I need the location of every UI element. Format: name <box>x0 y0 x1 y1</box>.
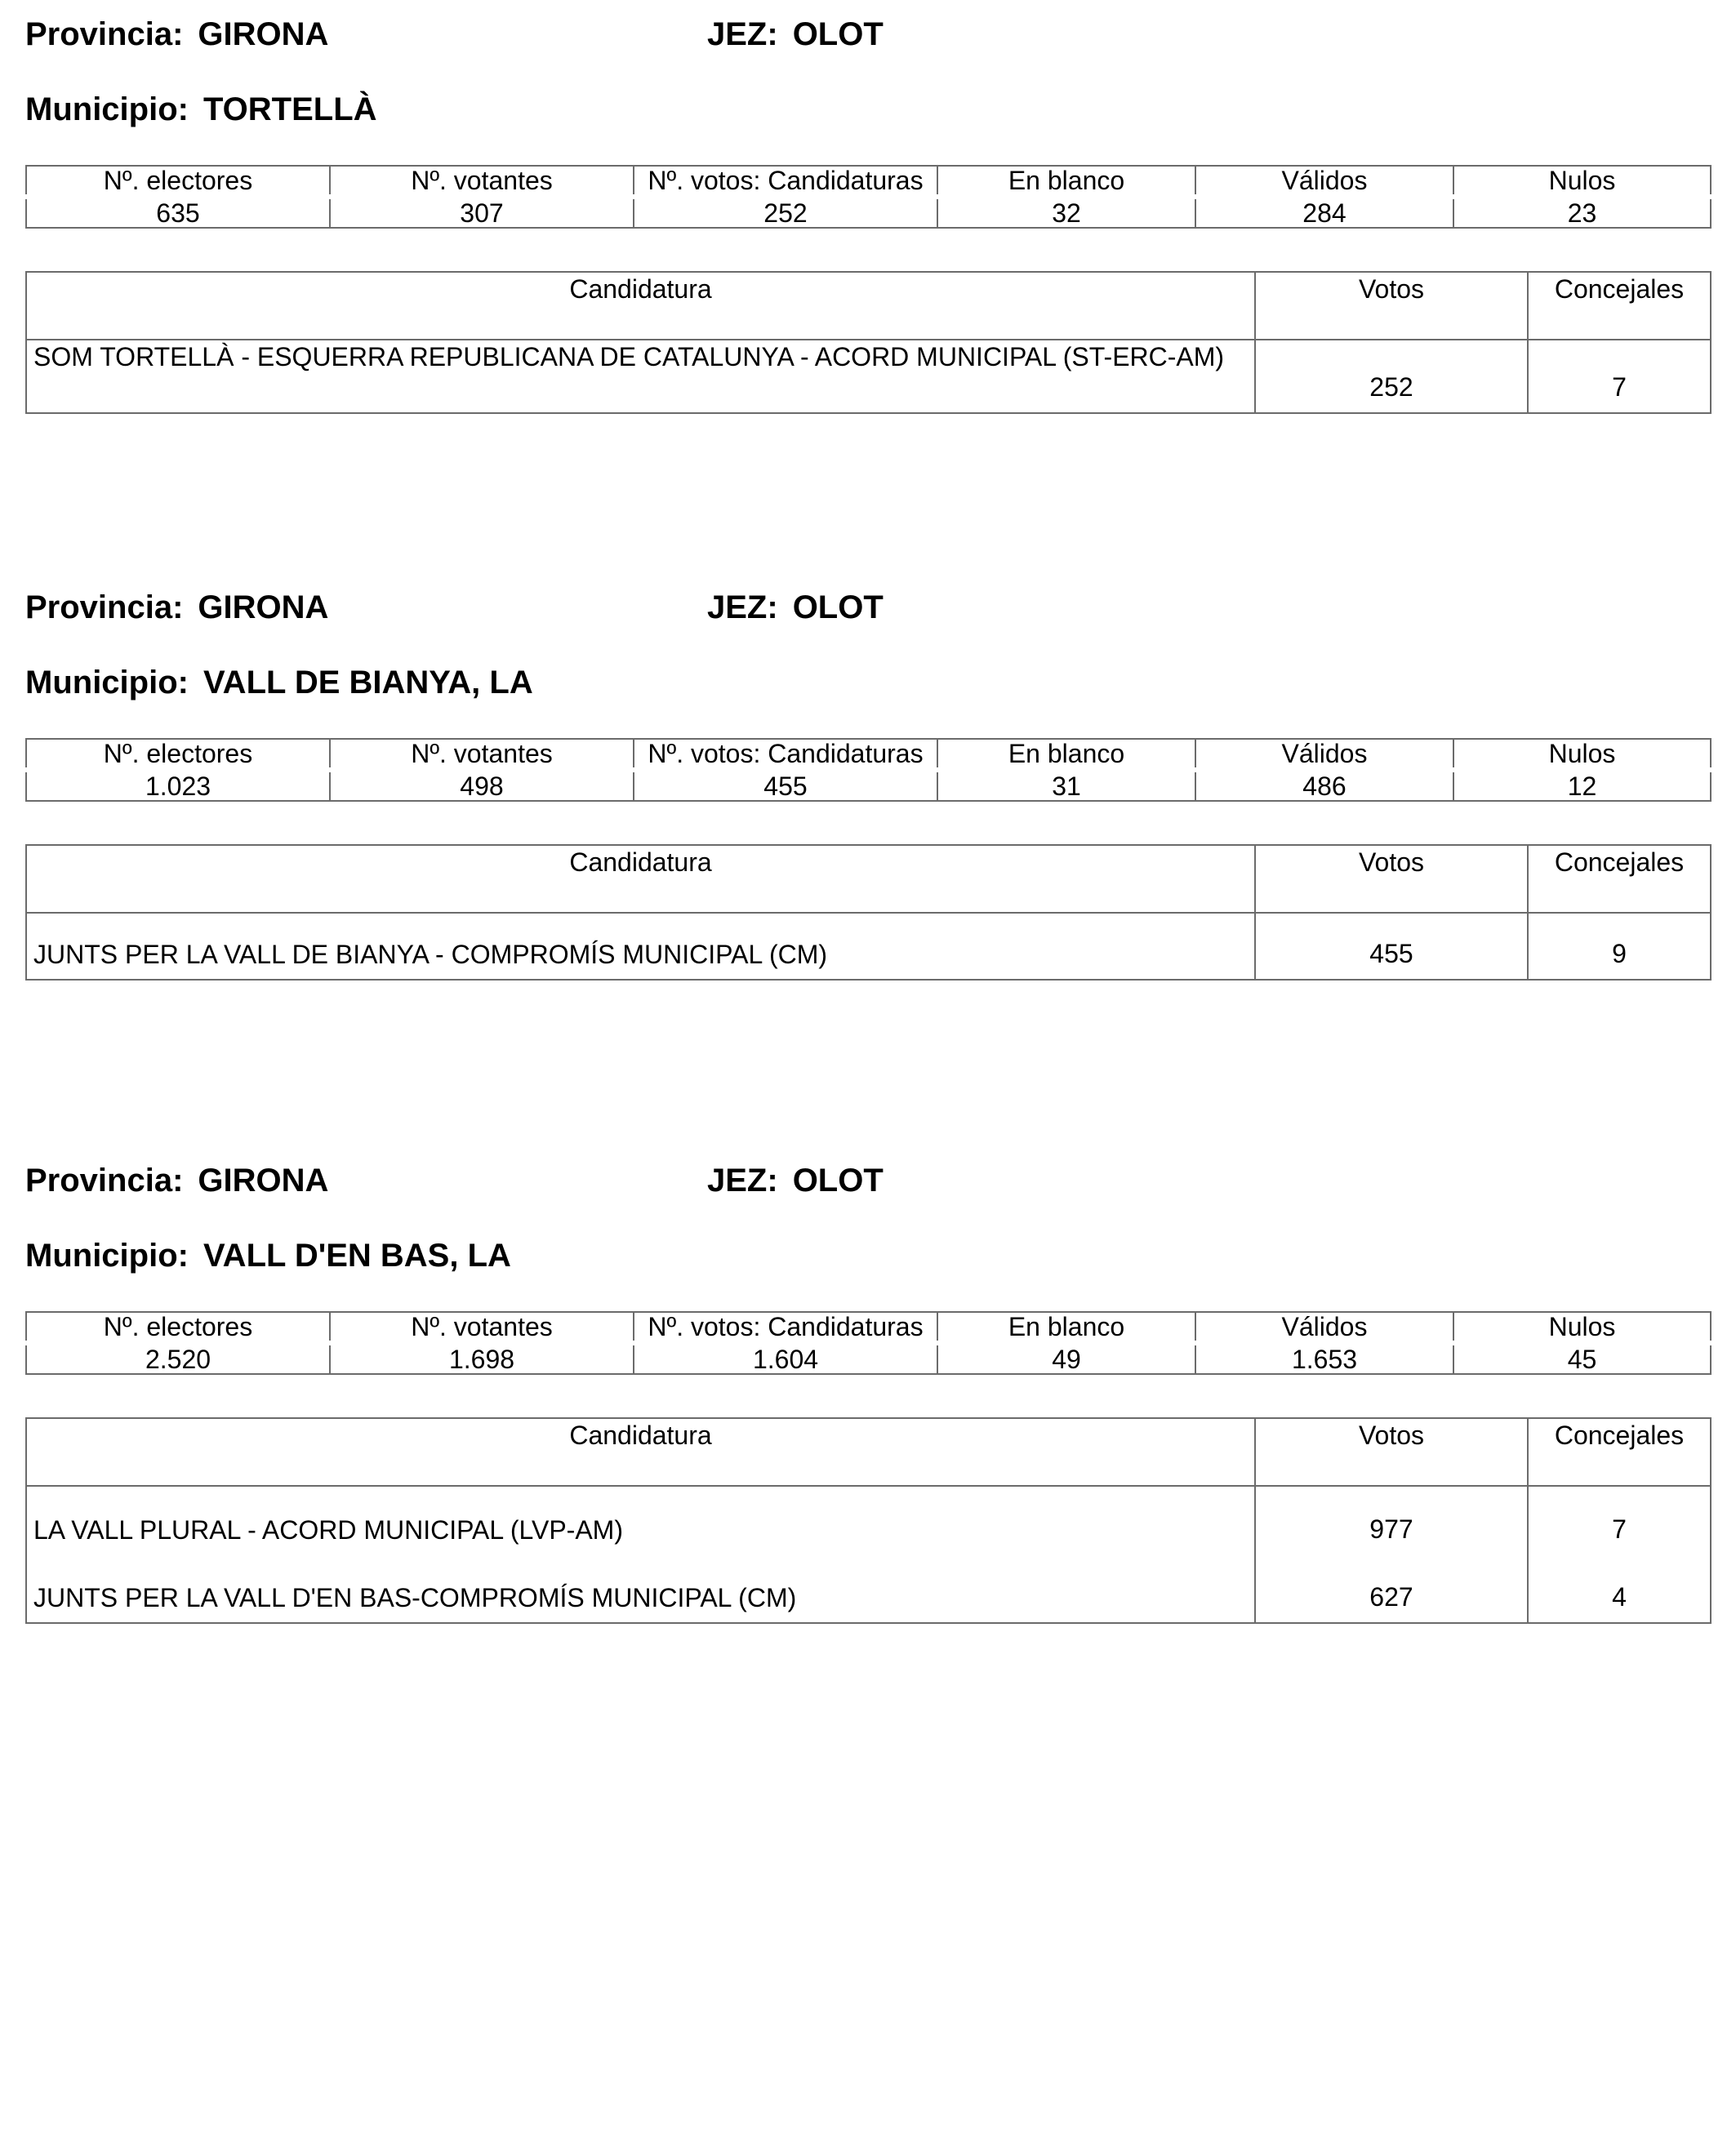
municipio-value: VALL D'EN BAS, LA <box>203 1238 511 1274</box>
candidatura-row <box>26 913 1711 980</box>
candidatura-header: Candidatura <box>26 845 1255 913</box>
provincia-value: GIRONA <box>198 589 329 625</box>
municipio-line <box>25 90 377 129</box>
municipio-line <box>25 663 533 702</box>
stats-value-cell: 498 <box>330 770 634 801</box>
provincia-value: GIRONA <box>198 16 329 52</box>
stats-value-cell: 23 <box>1453 197 1711 228</box>
candidatura-votos: 627 <box>1255 1554 1528 1623</box>
municipio-value: TORTELLÀ <box>203 91 377 127</box>
candidatura-header: Candidatura <box>26 1418 1255 1486</box>
stats-value-cell: 284 <box>1195 197 1453 228</box>
candidatura-name: JUNTS PER LA VALL DE BIANYA - COMPROMÍS MUNICIPAL (CM) <box>26 913 1255 980</box>
jez-label: JEZ: <box>707 16 778 52</box>
stats-header-cell: Nº. votantes <box>330 166 634 197</box>
jez-value: OLOT <box>792 16 884 52</box>
votos-header: Votos <box>1255 272 1528 340</box>
municipio-label: Municipio: <box>25 91 189 127</box>
jez-value: OLOT <box>792 589 884 625</box>
candidatura-name: SOM TORTELLÀ - ESQUERRA REPUBLICANA DE CATALUNYA - ACORD MUNICIPAL (ST-ERC-AM) <box>26 340 1255 413</box>
stats-value-cell: 486 <box>1195 770 1453 801</box>
stats-value-cell: 635 <box>26 197 330 228</box>
stats-value-cell: 12 <box>1453 770 1711 801</box>
candidatura-row <box>26 1554 1711 1623</box>
stats-header-cell: En blanco <box>937 166 1195 197</box>
stats-value-row <box>26 1343 1711 1374</box>
jez-label: JEZ: <box>707 589 778 625</box>
stats-header-cell: Nº. votos: Candidaturas <box>634 1312 937 1343</box>
candidatura-votos: 455 <box>1255 913 1528 980</box>
candidaturas-header-row <box>26 1418 1711 1486</box>
stats-header-cell: Nº. electores <box>26 739 330 770</box>
candidatura-name: JUNTS PER LA VALL D'EN BAS-COMPROMÍS MUNICIPAL (CM) <box>26 1554 1255 1623</box>
stats-header-cell: Válidos <box>1195 1312 1453 1343</box>
stats-value-cell: 1.653 <box>1195 1343 1453 1374</box>
concejales-header: Concejales <box>1528 845 1711 913</box>
stats-header-cell: Nº. votantes <box>330 1312 634 1343</box>
stats-header-cell: Válidos <box>1195 166 1453 197</box>
stats-table <box>25 165 1712 229</box>
candidatura-concejales: 7 <box>1528 1486 1711 1554</box>
candidatura-concejales: 9 <box>1528 913 1711 980</box>
stats-header-cell: Nulos <box>1453 1312 1711 1343</box>
candidatura-votos: 977 <box>1255 1486 1528 1554</box>
jez-line <box>707 1161 884 1200</box>
candidatura-concejales: 4 <box>1528 1554 1711 1623</box>
municipio-label: Municipio: <box>25 665 189 700</box>
concejales-header: Concejales <box>1528 272 1711 340</box>
votos-header: Votos <box>1255 1418 1528 1486</box>
provincia-value: GIRONA <box>198 1163 329 1198</box>
provincia-label: Provincia: <box>25 589 184 625</box>
candidaturas-table <box>25 844 1712 981</box>
candidaturas-header-row <box>26 272 1711 340</box>
stats-table <box>25 1311 1712 1375</box>
stats-value-row <box>26 197 1711 228</box>
stats-value-cell: 1.604 <box>634 1343 937 1374</box>
jez-line <box>707 588 884 627</box>
provincia-line <box>25 588 328 627</box>
provincia-line <box>25 1161 328 1200</box>
stats-value-cell: 49 <box>937 1343 1195 1374</box>
stats-header-cell: En blanco <box>937 1312 1195 1343</box>
stats-value-cell: 32 <box>937 197 1195 228</box>
stats-header-cell: Nº. votos: Candidaturas <box>634 166 937 197</box>
stats-header-row <box>26 739 1711 770</box>
stats-header-cell: Nº. electores <box>26 1312 330 1343</box>
stats-header-cell: Nulos <box>1453 166 1711 197</box>
candidaturas-header-row <box>26 845 1711 913</box>
stats-value-cell: 252 <box>634 197 937 228</box>
candidatura-concejales: 7 <box>1528 340 1711 413</box>
candidatura-row <box>26 340 1711 413</box>
stats-value-cell: 1.023 <box>26 770 330 801</box>
stats-header-cell: Nº. electores <box>26 166 330 197</box>
provincia-line <box>25 15 328 54</box>
candidatura-votos: 252 <box>1255 340 1528 413</box>
candidatura-name: LA VALL PLURAL - ACORD MUNICIPAL (LVP-AM) <box>26 1486 1255 1554</box>
votos-header: Votos <box>1255 845 1528 913</box>
stats-value-cell: 2.520 <box>26 1343 330 1374</box>
stats-value-row <box>26 770 1711 801</box>
jez-label: JEZ: <box>707 1163 778 1198</box>
provincia-label: Provincia: <box>25 1163 184 1198</box>
concejales-header: Concejales <box>1528 1418 1711 1486</box>
candidaturas-table <box>25 1417 1712 1624</box>
municipio-value: VALL DE BIANYA, LA <box>203 665 533 700</box>
stats-value-cell: 45 <box>1453 1343 1711 1374</box>
jez-value: OLOT <box>792 1163 884 1198</box>
stats-value-cell: 307 <box>330 197 634 228</box>
stats-header-cell: Nº. votantes <box>330 739 634 770</box>
provincia-label: Provincia: <box>25 16 184 52</box>
municipio-label: Municipio: <box>25 1238 189 1274</box>
stats-value-cell: 455 <box>634 770 937 801</box>
stats-header-row <box>26 166 1711 197</box>
stats-header-cell: Válidos <box>1195 739 1453 770</box>
stats-header-cell: En blanco <box>937 739 1195 770</box>
candidatura-row <box>26 1486 1711 1554</box>
municipio-line <box>25 1236 511 1275</box>
stats-header-cell: Nº. votos: Candidaturas <box>634 739 937 770</box>
jez-line <box>707 15 884 54</box>
stats-table <box>25 738 1712 802</box>
stats-value-cell: 1.698 <box>330 1343 634 1374</box>
candidaturas-table <box>25 271 1712 414</box>
stats-header-cell: Nulos <box>1453 739 1711 770</box>
stats-value-cell: 31 <box>937 770 1195 801</box>
stats-header-row <box>26 1312 1711 1343</box>
candidatura-header: Candidatura <box>26 272 1255 340</box>
